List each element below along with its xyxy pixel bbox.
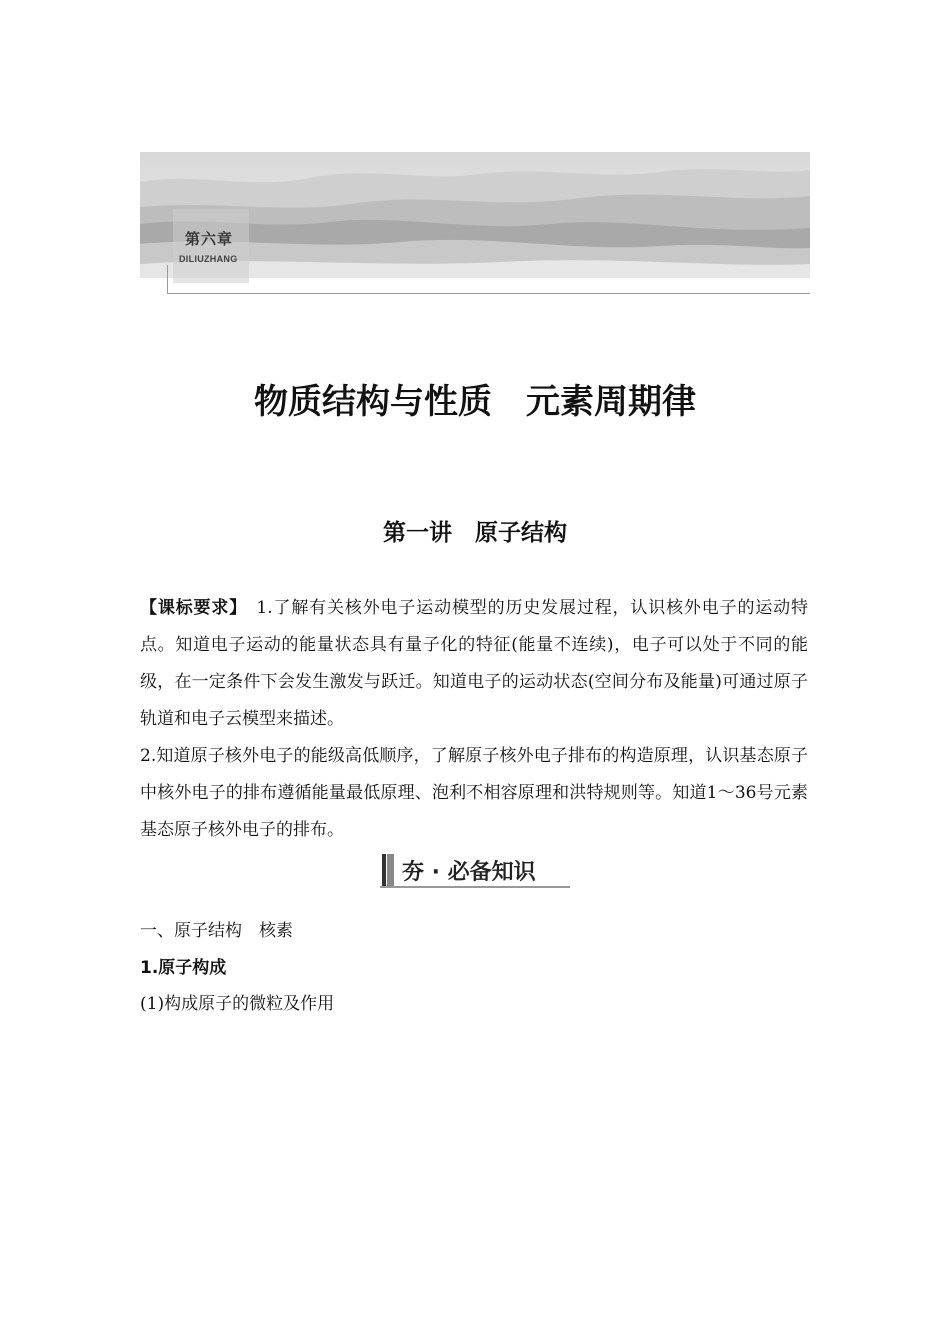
banner-divider-horizontal	[167, 293, 810, 294]
section-bar-icon	[380, 854, 394, 886]
requirement-paragraph-2: 2.知道原子核外电子的能级高低顺序，了解原子核外电子排布的构造原理，认识基态原子中核外电子的排布遵循能量最低原理、泡利不相容原理和洪特规则等。知道1～36号元素基态原子核外电子的排布。	[140, 746, 808, 840]
heading-level-3: (1)构成原子的微粒及作用	[140, 994, 335, 1014]
page-title: 物质结构与性质 元素周期律	[254, 382, 696, 422]
requirement-paragraph-1	[140, 590, 808, 738]
requirements-label: 【课标要求】	[140, 598, 239, 618]
banner-divider-vertical	[167, 265, 168, 294]
heading-level-1: 一、原子结构 核素	[140, 921, 293, 941]
curriculum-requirements	[140, 590, 808, 849]
requirement-text-1: 1.了解有关核外电子运动模型的历史发展过程，认识核外电子的运动特点。知道电子运动的能量状态具有量子化的特征(能量不连续)，电子可以处于不同的能级，在一定条件下会发生激发与跃迁。知道电子的运动状态(空间分布及能量)可通过原子轨道和电子云模型来描述。	[140, 598, 809, 729]
section-title: 夯 · 必备知识	[402, 860, 536, 885]
chapter-number: 第六章	[185, 230, 234, 248]
heading-level-2: 1.原子构成	[140, 958, 227, 978]
lesson-title: 第一讲 原子结构	[383, 520, 567, 546]
chapter-pinyin: DILIUZHANG	[179, 254, 238, 264]
section-underline	[380, 886, 570, 888]
